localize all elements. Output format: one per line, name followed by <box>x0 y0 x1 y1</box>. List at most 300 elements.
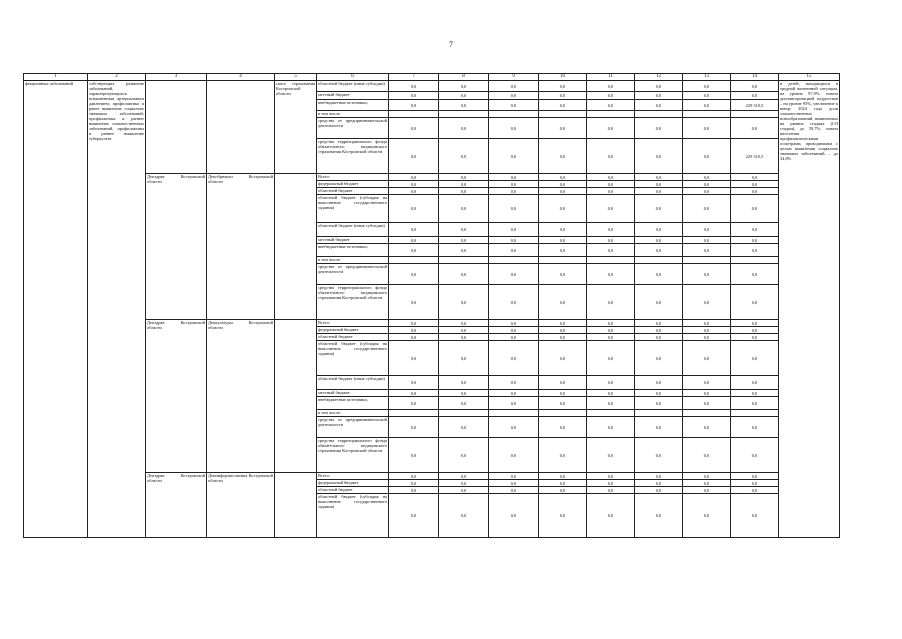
value-cell-col8: 0,0 <box>439 174 489 181</box>
value-cell-col14 <box>731 111 779 118</box>
value-cell-col13 <box>683 410 731 417</box>
value-cell-col14: 0,0 <box>731 334 779 341</box>
value-cell-col11: 0,0 <box>587 100 635 111</box>
value-cell-col7: 0,0 <box>389 118 439 139</box>
value-cell-col13: 0,0 <box>683 417 731 438</box>
value-cell-col12: 0,0 <box>635 494 683 538</box>
value-cell-col8: 0,0 <box>439 480 489 487</box>
value-cell-col8: 0,0 <box>439 320 489 327</box>
value-cell-col14: 0,0 <box>731 81 779 92</box>
value-cell-col7: 0,0 <box>389 494 439 538</box>
value-cell-col11: 0,0 <box>587 188 635 195</box>
funding-source-label: средства от предпринимательской деятельности <box>317 417 389 438</box>
value-cell-col10: 0,0 <box>539 100 587 111</box>
value-cell-col10: 0,0 <box>539 285 587 320</box>
value-cell-col10: 0,0 <box>539 438 587 473</box>
value-cell-col13: 0,0 <box>683 174 731 181</box>
value-cell-col12 <box>635 111 683 118</box>
value-cell-col13: 0,0 <box>683 264 731 285</box>
value-cell-col14: 0,0 <box>731 174 779 181</box>
value-cell-col10: 0,0 <box>539 494 587 538</box>
value-cell-col7: 0,0 <box>389 100 439 111</box>
value-cell-col10: 0,0 <box>539 334 587 341</box>
value-cell-col11: 0,0 <box>587 397 635 410</box>
value-cell-col11: 0,0 <box>587 417 635 438</box>
value-cell-col11 <box>587 257 635 264</box>
value-cell-col10: 0,0 <box>539 118 587 139</box>
funding-source-label: в том числе: <box>317 111 389 118</box>
col2-cell: собствующих развитию заболеваний, характеризующихся повышенным артериальным давлением; профилактика и ранее выявление социально значимых заболеваний; профилактика и раннее выявление злокачественных заболеваний, профилактика и раннее выявление туберкулеза <box>88 81 146 538</box>
value-cell-col7 <box>389 410 439 417</box>
value-cell-col7: 0,0 <box>389 223 439 237</box>
value-cell-col11 <box>587 111 635 118</box>
value-cell-col11: 0,0 <box>587 139 635 174</box>
column-header-14: 14 <box>731 74 779 81</box>
funding-source-label: средства территориального фонда обязательного медицинского страхования Костромской области <box>317 438 389 473</box>
value-cell-col14 <box>731 257 779 264</box>
value-cell-col8: 0,0 <box>439 223 489 237</box>
value-cell-col12: 0,0 <box>635 376 683 390</box>
value-cell-col11: 0,0 <box>587 390 635 397</box>
value-cell-col9: 0,0 <box>489 473 539 480</box>
value-cell-col12: 0,0 <box>635 188 683 195</box>
value-cell-col14: 0,0 <box>731 494 779 538</box>
value-cell-col11: 0,0 <box>587 341 635 376</box>
value-cell-col11: 0,0 <box>587 223 635 237</box>
funding-source-label: областной бюджет (иные субсидии) <box>317 376 389 390</box>
value-cell-col11: 0,0 <box>587 237 635 244</box>
value-cell-col11: 0,0 <box>587 334 635 341</box>
value-cell-col9: 0,0 <box>489 188 539 195</box>
value-cell-col7 <box>389 257 439 264</box>
value-cell-col7: 0,0 <box>389 244 439 257</box>
value-cell-col12: 0,0 <box>635 473 683 480</box>
value-cell-col7: 0,0 <box>389 195 439 223</box>
value-cell-col11: 0,0 <box>587 81 635 92</box>
column-header-4: 4 <box>207 74 275 81</box>
value-cell-col8: 0,0 <box>439 494 489 538</box>
col4-cell: Депобрнауки Костромской области <box>207 174 275 320</box>
value-cell-col7: 0,0 <box>389 188 439 195</box>
value-cell-col8: 0,0 <box>439 100 489 111</box>
value-cell-col12: 0,0 <box>635 237 683 244</box>
value-cell-col13 <box>683 257 731 264</box>
value-cell-col7: 0,0 <box>389 397 439 410</box>
funding-source-label: федеральный бюджет <box>317 480 389 487</box>
value-cell-col9: 0,0 <box>489 237 539 244</box>
value-cell-col13: 0,0 <box>683 341 731 376</box>
value-cell-col12: 0,0 <box>635 341 683 376</box>
funding-source-label: внебюджетные источники, <box>317 244 389 257</box>
value-cell-col9: 0,0 <box>489 195 539 223</box>
value-cell-col9: 0,0 <box>489 376 539 390</box>
value-cell-col10: 0,0 <box>539 223 587 237</box>
value-cell-col9: 0,0 <box>489 181 539 188</box>
value-cell-col13: 0,0 <box>683 334 731 341</box>
col5-cell: ского страхования Костромской области <box>275 81 317 174</box>
value-cell-col11: 0,0 <box>587 487 635 494</box>
value-cell-col12: 0,0 <box>635 195 683 223</box>
value-cell-col11: 0,0 <box>587 264 635 285</box>
value-cell-col9: 0,0 <box>489 417 539 438</box>
value-cell-col7: 0,0 <box>389 237 439 244</box>
value-cell-col11: 0,0 <box>587 320 635 327</box>
value-cell-col12: 0,0 <box>635 487 683 494</box>
value-cell-col8: 0,0 <box>439 188 489 195</box>
value-cell-col8: 0,0 <box>439 341 489 376</box>
value-cell-col12: 0,0 <box>635 438 683 473</box>
value-cell-col11 <box>587 410 635 417</box>
value-cell-col13: 0,0 <box>683 480 731 487</box>
value-cell-col14 <box>731 410 779 417</box>
value-cell-col11: 0,0 <box>587 376 635 390</box>
value-cell-col8: 0,0 <box>439 237 489 244</box>
column-header-7: 7 <box>389 74 439 81</box>
value-cell-col9: 0,0 <box>489 174 539 181</box>
value-cell-col13: 0,0 <box>683 139 731 174</box>
funding-source-label: областной бюджет (иные субсидии) <box>317 81 389 92</box>
column-header-1: 1 <box>24 74 88 81</box>
funding-source-label: федеральный бюджет <box>317 327 389 334</box>
column-header-8: 8 <box>439 74 489 81</box>
value-cell-col8: 0,0 <box>439 417 489 438</box>
value-cell-col12: 0,0 <box>635 92 683 100</box>
table-row <box>24 320 840 327</box>
table-body <box>24 81 840 538</box>
value-cell-col14: 0,0 <box>731 390 779 397</box>
value-cell-col11: 0,0 <box>587 438 635 473</box>
value-cell-col13: 0,0 <box>683 438 731 473</box>
value-cell-col9: 0,0 <box>489 320 539 327</box>
col5-cell <box>275 473 317 538</box>
funding-source-label: внебюджетные источники, <box>317 100 389 111</box>
value-cell-col13: 0,0 <box>683 92 731 100</box>
col1-cell: фекционных заболеваний <box>24 81 88 538</box>
value-cell-col7: 0,0 <box>389 285 439 320</box>
funding-source-label: федеральный бюджет <box>317 181 389 188</box>
value-cell-col10: 0,0 <box>539 81 587 92</box>
value-cell-col12: 0,0 <box>635 285 683 320</box>
value-cell-col13: 0,0 <box>683 320 731 327</box>
value-cell-col14: 0,0 <box>731 320 779 327</box>
value-cell-col7: 0,0 <box>389 438 439 473</box>
value-cell-col11: 0,0 <box>587 480 635 487</box>
funding-source-label: областной бюджет <box>317 188 389 195</box>
value-cell-col10: 0,0 <box>539 473 587 480</box>
value-cell-col10: 0,0 <box>539 320 587 327</box>
value-cell-col14: 0,0 <box>731 118 779 139</box>
value-cell-col7: 0,0 <box>389 334 439 341</box>
value-cell-col12: 0,0 <box>635 223 683 237</box>
funding-source-label: областной бюджет (субсидия на выполнение государственного задания) <box>317 494 389 538</box>
value-cell-col7: 0,0 <box>389 320 439 327</box>
value-cell-col11: 0,0 <box>587 494 635 538</box>
value-cell-col8: 0,0 <box>439 487 489 494</box>
value-cell-col7: 0,0 <box>389 264 439 285</box>
value-cell-col9: 0,0 <box>489 487 539 494</box>
value-cell-col9: 0,0 <box>489 480 539 487</box>
col4-cell: Депкультуры Костромской области <box>207 320 275 473</box>
funding-source-label: средства территориального фонда обязательного медицинского страхования Костромской области <box>317 139 389 174</box>
funding-source-label: в том числе: <box>317 410 389 417</box>
value-cell-col9: 0,0 <box>489 285 539 320</box>
value-cell-col13: 0,0 <box>683 397 731 410</box>
value-cell-col9 <box>489 111 539 118</box>
funding-source-label: областной бюджет (субсидия на выполнение государственного задания) <box>317 195 389 223</box>
value-cell-col14: 0,0 <box>731 264 779 285</box>
funding-source-label: областной бюджет <box>317 487 389 494</box>
value-cell-col11: 0,0 <box>587 92 635 100</box>
value-cell-col10: 0,0 <box>539 237 587 244</box>
funding-source-label: областной бюджет (иные субсидии) <box>317 223 389 237</box>
value-cell-col9: 0,0 <box>489 244 539 257</box>
value-cell-col8: 0,0 <box>439 390 489 397</box>
value-cell-col11: 0,0 <box>587 244 635 257</box>
value-cell-col8: 0,0 <box>439 195 489 223</box>
value-cell-col10: 0,0 <box>539 376 587 390</box>
value-cell-col10: 0,0 <box>539 480 587 487</box>
value-cell-col12: 0,0 <box>635 81 683 92</box>
value-cell-col9: 0,0 <box>489 334 539 341</box>
value-cell-col10: 0,0 <box>539 139 587 174</box>
table-row <box>24 174 840 181</box>
value-cell-col9: 0,0 <box>489 264 539 285</box>
value-cell-col12: 0,0 <box>635 334 683 341</box>
value-cell-col7 <box>389 111 439 118</box>
column-header-15: 15 <box>779 74 840 81</box>
value-cell-col14: 0,0 <box>731 473 779 480</box>
value-cell-col14: 0,0 <box>731 188 779 195</box>
value-cell-col10 <box>539 111 587 118</box>
value-cell-col7: 0,0 <box>389 181 439 188</box>
col3-cell: Депздрав Костромской области <box>146 473 207 538</box>
value-cell-col8: 0,0 <box>439 397 489 410</box>
value-cell-col12 <box>635 410 683 417</box>
value-cell-col14: 0,0 <box>731 195 779 223</box>
value-cell-col9: 0,0 <box>489 223 539 237</box>
value-cell-col14: 229 310,5 <box>731 100 779 111</box>
funding-source-label: Всего: <box>317 473 389 480</box>
value-cell-col14: 0,0 <box>731 244 779 257</box>
value-cell-col8: 0,0 <box>439 327 489 334</box>
value-cell-col8 <box>439 257 489 264</box>
column-header-13: 13 <box>683 74 731 81</box>
col3-cell: Депздрав Костромской области <box>146 320 207 473</box>
value-cell-col7: 0,0 <box>389 92 439 100</box>
value-cell-col10: 0,0 <box>539 92 587 100</box>
value-cell-col12: 0,0 <box>635 174 683 181</box>
funding-source-label: Всего: <box>317 174 389 181</box>
column-header-12: 12 <box>635 74 683 81</box>
value-cell-col10: 0,0 <box>539 327 587 334</box>
value-cell-col7: 0,0 <box>389 139 439 174</box>
funding-source-label: средства от предпринимательской деятельности <box>317 118 389 139</box>
value-cell-col13: 0,0 <box>683 244 731 257</box>
value-cell-col8: 0,0 <box>439 376 489 390</box>
value-cell-col13: 0,0 <box>683 100 731 111</box>
column-header-3: 3 <box>146 74 207 81</box>
value-cell-col13 <box>683 111 731 118</box>
funding-source-label: местный бюджет <box>317 237 389 244</box>
value-cell-col8: 0,0 <box>439 438 489 473</box>
value-cell-col9: 0,0 <box>489 118 539 139</box>
column-header-6: 6 <box>317 74 389 81</box>
value-cell-col12: 0,0 <box>635 390 683 397</box>
value-cell-col14: 0,0 <box>731 438 779 473</box>
value-cell-col13: 0,0 <box>683 376 731 390</box>
value-cell-col14: 0,0 <box>731 181 779 188</box>
value-cell-col13: 0,0 <box>683 237 731 244</box>
value-cell-col9: 0,0 <box>489 327 539 334</box>
column-header-9: 9 <box>489 74 539 81</box>
value-cell-col13: 0,0 <box>683 327 731 334</box>
value-cell-col12: 0,0 <box>635 181 683 188</box>
value-cell-col11: 0,0 <box>587 195 635 223</box>
value-cell-col14: 0,0 <box>731 237 779 244</box>
col5-cell <box>275 320 317 473</box>
value-cell-col14: 0,0 <box>731 487 779 494</box>
value-cell-col7: 0,0 <box>389 376 439 390</box>
col4-cell: Депинформполитика Костромской области <box>207 473 275 538</box>
value-cell-col8: 0,0 <box>439 92 489 100</box>
value-cell-col10: 0,0 <box>539 195 587 223</box>
value-cell-col10: 0,0 <box>539 397 587 410</box>
value-cell-col8: 0,0 <box>439 181 489 188</box>
funding-source-label: средства от предпринимательской деятельности <box>317 264 389 285</box>
table-row <box>24 81 840 92</box>
value-cell-col13: 0,0 <box>683 195 731 223</box>
column-header-2: 2 <box>88 74 146 81</box>
value-cell-col13: 0,0 <box>683 285 731 320</box>
value-cell-col10: 0,0 <box>539 188 587 195</box>
funding-source-label: в том числе: <box>317 257 389 264</box>
value-cell-col14: 0,0 <box>731 92 779 100</box>
value-cell-col12: 0,0 <box>635 327 683 334</box>
value-cell-col12: 0,0 <box>635 264 683 285</box>
funding-source-label: средства территориального фонда обязательного медицинского страхования Костромской области <box>317 285 389 320</box>
value-cell-col12: 0,0 <box>635 139 683 174</box>
value-cell-col8: 0,0 <box>439 118 489 139</box>
value-cell-col11: 0,0 <box>587 118 635 139</box>
value-cell-col7: 0,0 <box>389 390 439 397</box>
value-cell-col11: 0,0 <box>587 473 635 480</box>
value-cell-col9: 0,0 <box>489 390 539 397</box>
value-cell-col14: 0,0 <box>731 285 779 320</box>
col5-cell <box>275 174 317 320</box>
value-cell-col13: 0,0 <box>683 118 731 139</box>
value-cell-col7: 0,0 <box>389 473 439 480</box>
value-cell-col9 <box>489 410 539 417</box>
value-cell-col14: 229 310,5 <box>731 139 779 174</box>
value-cell-col7: 0,0 <box>389 487 439 494</box>
value-cell-col8 <box>439 111 489 118</box>
value-cell-col7: 0,0 <box>389 81 439 92</box>
value-cell-col12 <box>635 257 683 264</box>
value-cell-col10 <box>539 257 587 264</box>
value-cell-col7: 0,0 <box>389 174 439 181</box>
value-cell-col9: 0,0 <box>489 438 539 473</box>
col15-cell: и детей, находящихся в трудной жизненной ситуации, на уровне 97,0%, охвата диспансеризацией подростков – на уровне 95%, увеличение к концу 2024 года доли злокачественных новообразований, выявленных на ранних стадиях (I-II стадии), до 59,7%; охвата населения профилактическими осмотрами, проводимыми с целью выявления социально значимых заболеваний, – до 34,8% <box>779 81 840 538</box>
funding-source-label: местный бюджет <box>317 390 389 397</box>
funding-source-label: областной бюджет (субсидия на выполнение государственного задания) <box>317 341 389 376</box>
value-cell-col10 <box>539 410 587 417</box>
value-cell-col8: 0,0 <box>439 473 489 480</box>
value-cell-col12: 0,0 <box>635 480 683 487</box>
value-cell-col8: 0,0 <box>439 334 489 341</box>
value-cell-col11: 0,0 <box>587 327 635 334</box>
page-number: 7 <box>449 40 453 49</box>
value-cell-col10: 0,0 <box>539 487 587 494</box>
value-cell-col14: 0,0 <box>731 341 779 376</box>
value-cell-col9: 0,0 <box>489 397 539 410</box>
value-cell-col11: 0,0 <box>587 285 635 320</box>
column-header-5: 5 <box>275 74 317 81</box>
col3-cell: Депздрав Костромской области <box>146 174 207 320</box>
value-cell-col11: 0,0 <box>587 181 635 188</box>
value-cell-col8: 0,0 <box>439 264 489 285</box>
value-cell-col7: 0,0 <box>389 480 439 487</box>
funding-source-label: Всего: <box>317 320 389 327</box>
funding-source-label: местный бюджет <box>317 92 389 100</box>
col4-cell <box>207 81 275 174</box>
value-cell-col12: 0,0 <box>635 397 683 410</box>
value-cell-col14: 0,0 <box>731 223 779 237</box>
value-cell-col13: 0,0 <box>683 487 731 494</box>
value-cell-col10: 0,0 <box>539 174 587 181</box>
value-cell-col8: 0,0 <box>439 139 489 174</box>
value-cell-col12: 0,0 <box>635 320 683 327</box>
value-cell-col13: 0,0 <box>683 81 731 92</box>
value-cell-col8: 0,0 <box>439 81 489 92</box>
column-header-10: 10 <box>539 74 587 81</box>
value-cell-col13: 0,0 <box>683 473 731 480</box>
value-cell-col13: 0,0 <box>683 223 731 237</box>
value-cell-col9: 0,0 <box>489 81 539 92</box>
funding-source-label: областной бюджет <box>317 334 389 341</box>
value-cell-col9: 0,0 <box>489 139 539 174</box>
value-cell-col7: 0,0 <box>389 341 439 376</box>
column-header-11: 11 <box>587 74 635 81</box>
value-cell-col14: 0,0 <box>731 376 779 390</box>
value-cell-col11: 0,0 <box>587 174 635 181</box>
value-cell-col7: 0,0 <box>389 327 439 334</box>
value-cell-col14: 0,0 <box>731 327 779 334</box>
table-row <box>24 473 840 480</box>
value-cell-col10: 0,0 <box>539 181 587 188</box>
funding-table <box>23 73 840 538</box>
value-cell-col9 <box>489 257 539 264</box>
value-cell-col9: 0,0 <box>489 341 539 376</box>
value-cell-col13: 0,0 <box>683 390 731 397</box>
value-cell-col13: 0,0 <box>683 181 731 188</box>
value-cell-col9: 0,0 <box>489 494 539 538</box>
col3-cell <box>146 81 207 174</box>
value-cell-col8: 0,0 <box>439 244 489 257</box>
header-row <box>24 74 840 81</box>
value-cell-col12: 0,0 <box>635 118 683 139</box>
value-cell-col10: 0,0 <box>539 341 587 376</box>
value-cell-col8: 0,0 <box>439 285 489 320</box>
value-cell-col14: 0,0 <box>731 417 779 438</box>
value-cell-col10: 0,0 <box>539 264 587 285</box>
value-cell-col14: 0,0 <box>731 480 779 487</box>
funding-source-label: внебюджетные источники, <box>317 397 389 410</box>
value-cell-col12: 0,0 <box>635 100 683 111</box>
value-cell-col10: 0,0 <box>539 390 587 397</box>
value-cell-col9: 0,0 <box>489 92 539 100</box>
value-cell-col10: 0,0 <box>539 417 587 438</box>
value-cell-col7: 0,0 <box>389 417 439 438</box>
